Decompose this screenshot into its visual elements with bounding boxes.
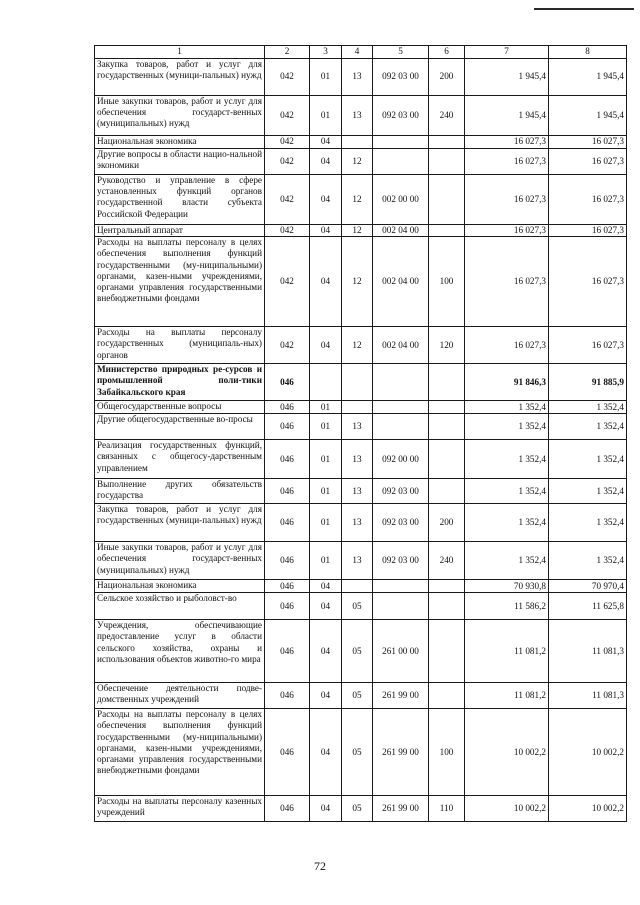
row-subsection: 13 — [342, 414, 373, 440]
table-row — [95, 59, 627, 96]
header-row — [95, 46, 627, 59]
row-amount-7: 91 846,3 — [465, 364, 549, 401]
row-name: Учреждения, обеспечивающие предоставление услуг в области сельского хозяйства, охраны и использования объектов животно-го мира — [95, 620, 265, 683]
row-target-article — [373, 149, 429, 175]
row-name: Руководство и управление в сфере установленных функций органов государственной власти субъекта Российской Федерации — [95, 175, 265, 225]
row-grbs: 046 — [265, 593, 310, 620]
row-section: 01 — [310, 440, 342, 479]
row-amount-8: 1 945,4 — [549, 96, 627, 136]
row-target-article — [373, 364, 429, 401]
row-name: Другие вопросы в области нацио-нальной экономики — [95, 149, 265, 175]
row-amount-8: 1 352,4 — [549, 504, 627, 542]
row-grbs: 046 — [265, 796, 310, 822]
row-section: 01 — [310, 96, 342, 136]
row-expense-type: 110 — [429, 796, 465, 822]
row-amount-8: 91 885,9 — [549, 364, 627, 401]
row-name: Обеспечение деятельности подве-домственных учреждений — [95, 683, 265, 709]
table-row — [95, 237, 627, 327]
row-target-article: 261 00 00 — [373, 620, 429, 683]
row-expense-type — [429, 479, 465, 504]
header-cell-3: 3 — [310, 46, 342, 59]
row-grbs: 042 — [265, 96, 310, 136]
header-cell-1: 1 — [95, 46, 265, 59]
row-subsection — [342, 401, 373, 414]
row-expense-type: 120 — [429, 327, 465, 364]
row-name: Закупка товаров, работ и услуг для государственных (муници-пальных) нужд — [95, 59, 265, 96]
row-section: 01 — [310, 542, 342, 580]
row-target-article: 261 99 00 — [373, 796, 429, 822]
row-name: Центральный аппарат — [95, 225, 265, 237]
table-row — [95, 542, 627, 580]
row-section: 04 — [310, 796, 342, 822]
row-amount-7: 1 352,4 — [465, 542, 549, 580]
table-row — [95, 709, 627, 796]
row-subsection: 13 — [342, 440, 373, 479]
row-section: 04 — [310, 709, 342, 796]
row-subsection: 12 — [342, 175, 373, 225]
row-name: Национальная экономика — [95, 136, 265, 149]
row-expense-type — [429, 175, 465, 225]
row-expense-type — [429, 580, 465, 593]
table-row — [95, 149, 627, 175]
row-amount-8: 11 625,8 — [549, 593, 627, 620]
row-section: 01 — [310, 479, 342, 504]
row-grbs: 046 — [265, 620, 310, 683]
header-cell-4: 4 — [342, 46, 373, 59]
table-row — [95, 796, 627, 822]
row-expense-type: 100 — [429, 237, 465, 327]
row-amount-8: 16 027,3 — [549, 136, 627, 149]
row-target-article — [373, 136, 429, 149]
row-name: Расходы на выплаты персоналу в целях обеспечения выполнения функций государственными (му-ниципальными) органами, казен-ными учреждениями, органами управления государственными внебюджетными фондами — [95, 237, 265, 327]
table-row — [95, 175, 627, 225]
row-amount-8: 1 352,4 — [549, 440, 627, 479]
row-grbs: 046 — [265, 440, 310, 479]
row-name: Расходы на выплаты персоналу в целях обеспечения выполнения функций государственными (му-ниципальными) органами, казен-ными учреждениями, органами управления государственными внебюджетными фондами — [95, 709, 265, 796]
row-name: Реализация государственных функций, связанных с общегосу-дарственным управлением — [95, 440, 265, 479]
row-section: 04 — [310, 175, 342, 225]
row-expense-type — [429, 149, 465, 175]
table-row — [95, 580, 627, 593]
row-target-article: 002 04 00 — [373, 237, 429, 327]
row-expense-type: 100 — [429, 709, 465, 796]
row-expense-type — [429, 683, 465, 709]
row-amount-7: 16 027,3 — [465, 136, 549, 149]
row-subsection: 13 — [342, 479, 373, 504]
row-subsection: 05 — [342, 709, 373, 796]
row-expense-type: 200 — [429, 59, 465, 96]
table-row — [95, 136, 627, 149]
row-target-article: 092 03 00 — [373, 479, 429, 504]
row-expense-type: 240 — [429, 542, 465, 580]
row-subsection: 13 — [342, 542, 373, 580]
row-expense-type — [429, 136, 465, 149]
row-name: Иные закупки товаров, работ и услуг для обеспечения государст-венных (муниципальных) нужд — [95, 542, 265, 580]
row-name: Расходы на выплаты персоналу государственных (муниципаль-ных) органов — [95, 327, 265, 364]
row-expense-type — [429, 414, 465, 440]
row-grbs: 046 — [265, 401, 310, 414]
row-section: 04 — [310, 225, 342, 237]
table-row — [95, 225, 627, 237]
row-amount-7: 11 586,2 — [465, 593, 549, 620]
table-row — [95, 593, 627, 620]
row-section: 01 — [310, 414, 342, 440]
row-grbs: 042 — [265, 327, 310, 364]
row-target-article — [373, 414, 429, 440]
row-section — [310, 364, 342, 401]
row-amount-7: 1 945,4 — [465, 96, 549, 136]
row-section: 01 — [310, 401, 342, 414]
row-subsection: 13 — [342, 96, 373, 136]
row-grbs: 046 — [265, 504, 310, 542]
table-row — [95, 364, 627, 401]
row-amount-8: 16 027,3 — [549, 175, 627, 225]
row-target-article: 092 03 00 — [373, 504, 429, 542]
row-amount-8: 16 027,3 — [549, 327, 627, 364]
row-name: Иные закупки товаров, работ и услуг для обеспечения государст-венных (муниципальных) нужд — [95, 96, 265, 136]
row-amount-7: 16 027,3 — [465, 149, 549, 175]
row-expense-type — [429, 593, 465, 620]
row-name: Общегосударственные вопросы — [95, 401, 265, 414]
row-grbs: 042 — [265, 175, 310, 225]
row-name: Сельское хозяйство и рыболовст-во — [95, 593, 265, 620]
row-amount-8: 1 352,4 — [549, 542, 627, 580]
row-subsection: 13 — [342, 59, 373, 96]
table-row — [95, 683, 627, 709]
row-name: Национальная экономика — [95, 580, 265, 593]
row-subsection: 12 — [342, 225, 373, 237]
row-target-article: 092 00 00 — [373, 440, 429, 479]
row-subsection — [342, 364, 373, 401]
table-row — [95, 479, 627, 504]
row-subsection: 13 — [342, 504, 373, 542]
table-row — [95, 504, 627, 542]
row-expense-type — [429, 225, 465, 237]
row-amount-7: 70 930,8 — [465, 580, 549, 593]
row-grbs: 046 — [265, 479, 310, 504]
budget-table — [94, 45, 627, 822]
row-amount-7: 16 027,3 — [465, 175, 549, 225]
row-subsection: 12 — [342, 237, 373, 327]
row-amount-7: 1 352,4 — [465, 479, 549, 504]
row-subsection: 05 — [342, 796, 373, 822]
row-amount-8: 11 081,3 — [549, 620, 627, 683]
row-section: 04 — [310, 136, 342, 149]
row-amount-8: 16 027,3 — [549, 225, 627, 237]
row-target-article: 092 03 00 — [373, 96, 429, 136]
row-amount-7: 1 945,4 — [465, 59, 549, 96]
corner-rule — [534, 8, 634, 10]
row-amount-7: 1 352,4 — [465, 504, 549, 542]
row-expense-type — [429, 620, 465, 683]
row-expense-type: 200 — [429, 504, 465, 542]
row-section: 01 — [310, 59, 342, 96]
row-amount-7: 1 352,4 — [465, 414, 549, 440]
row-target-article: 002 00 00 — [373, 175, 429, 225]
row-name: Выполнение других обязательств государства — [95, 479, 265, 504]
row-grbs: 046 — [265, 364, 310, 401]
row-subsection — [342, 136, 373, 149]
row-subsection: 12 — [342, 327, 373, 364]
table-row — [95, 620, 627, 683]
row-grbs: 046 — [265, 580, 310, 593]
header-cell-5: 5 — [373, 46, 429, 59]
row-grbs: 046 — [265, 414, 310, 440]
row-amount-8: 1 352,4 — [549, 479, 627, 504]
row-amount-8: 70 970,4 — [549, 580, 627, 593]
row-amount-7: 11 081,2 — [465, 620, 549, 683]
row-name: Министерство природных ре-сурсов и промышленной поли-тики Забайкальского края — [95, 364, 265, 401]
row-section: 04 — [310, 620, 342, 683]
row-section: 04 — [310, 683, 342, 709]
row-section: 04 — [310, 327, 342, 364]
row-grbs: 042 — [265, 149, 310, 175]
row-expense-type — [429, 364, 465, 401]
row-name: Расходы на выплаты персоналу казенных учреждений — [95, 796, 265, 822]
row-name: Закупка товаров, работ и услуг для государственных (муници-пальных) нужд — [95, 504, 265, 542]
row-grbs: 046 — [265, 709, 310, 796]
row-subsection: 12 — [342, 149, 373, 175]
row-amount-8: 16 027,3 — [549, 237, 627, 327]
table-row — [95, 401, 627, 414]
row-subsection: 05 — [342, 620, 373, 683]
row-grbs: 042 — [265, 59, 310, 96]
table-body — [95, 46, 627, 822]
row-subsection: 05 — [342, 593, 373, 620]
row-amount-8: 16 027,3 — [549, 149, 627, 175]
row-section: 04 — [310, 149, 342, 175]
page-number: 72 — [314, 859, 326, 873]
row-amount-7: 10 002,2 — [465, 709, 549, 796]
row-amount-7: 1 352,4 — [465, 440, 549, 479]
header-cell-6: 6 — [429, 46, 465, 59]
row-target-article: 002 04 00 — [373, 225, 429, 237]
row-name: Другие общегосударственные во-просы — [95, 414, 265, 440]
row-grbs: 042 — [265, 237, 310, 327]
row-amount-8: 1 352,4 — [549, 414, 627, 440]
row-target-article — [373, 580, 429, 593]
row-grbs: 042 — [265, 136, 310, 149]
row-section: 04 — [310, 580, 342, 593]
row-grbs: 046 — [265, 542, 310, 580]
row-amount-8: 10 002,2 — [549, 796, 627, 822]
row-subsection: 05 — [342, 683, 373, 709]
row-amount-7: 1 352,4 — [465, 401, 549, 414]
row-amount-8: 11 081,3 — [549, 683, 627, 709]
table-row — [95, 327, 627, 364]
header-cell-8: 8 — [549, 46, 627, 59]
table-row — [95, 414, 627, 440]
row-target-article: 092 03 00 — [373, 59, 429, 96]
row-target-article: 261 99 00 — [373, 683, 429, 709]
row-target-article — [373, 401, 429, 414]
row-grbs: 046 — [265, 683, 310, 709]
row-target-article: 261 99 00 — [373, 709, 429, 796]
row-section: 01 — [310, 504, 342, 542]
row-grbs: 042 — [265, 225, 310, 237]
row-amount-7: 16 027,3 — [465, 237, 549, 327]
row-amount-8: 1 945,4 — [549, 59, 627, 96]
row-target-article: 092 03 00 — [373, 542, 429, 580]
row-expense-type — [429, 440, 465, 479]
row-section: 04 — [310, 237, 342, 327]
row-expense-type: 240 — [429, 96, 465, 136]
row-amount-7: 16 027,3 — [465, 225, 549, 237]
row-amount-8: 1 352,4 — [549, 401, 627, 414]
table-row — [95, 96, 627, 136]
header-cell-2: 2 — [265, 46, 310, 59]
header-cell-7: 7 — [465, 46, 549, 59]
table-row — [95, 440, 627, 479]
row-expense-type — [429, 401, 465, 414]
row-amount-7: 11 081,2 — [465, 683, 549, 709]
row-amount-7: 16 027,3 — [465, 327, 549, 364]
row-target-article — [373, 593, 429, 620]
row-amount-8: 10 002,2 — [549, 709, 627, 796]
row-amount-7: 10 002,2 — [465, 796, 549, 822]
row-section: 04 — [310, 593, 342, 620]
row-target-article: 002 04 00 — [373, 327, 429, 364]
row-subsection — [342, 580, 373, 593]
